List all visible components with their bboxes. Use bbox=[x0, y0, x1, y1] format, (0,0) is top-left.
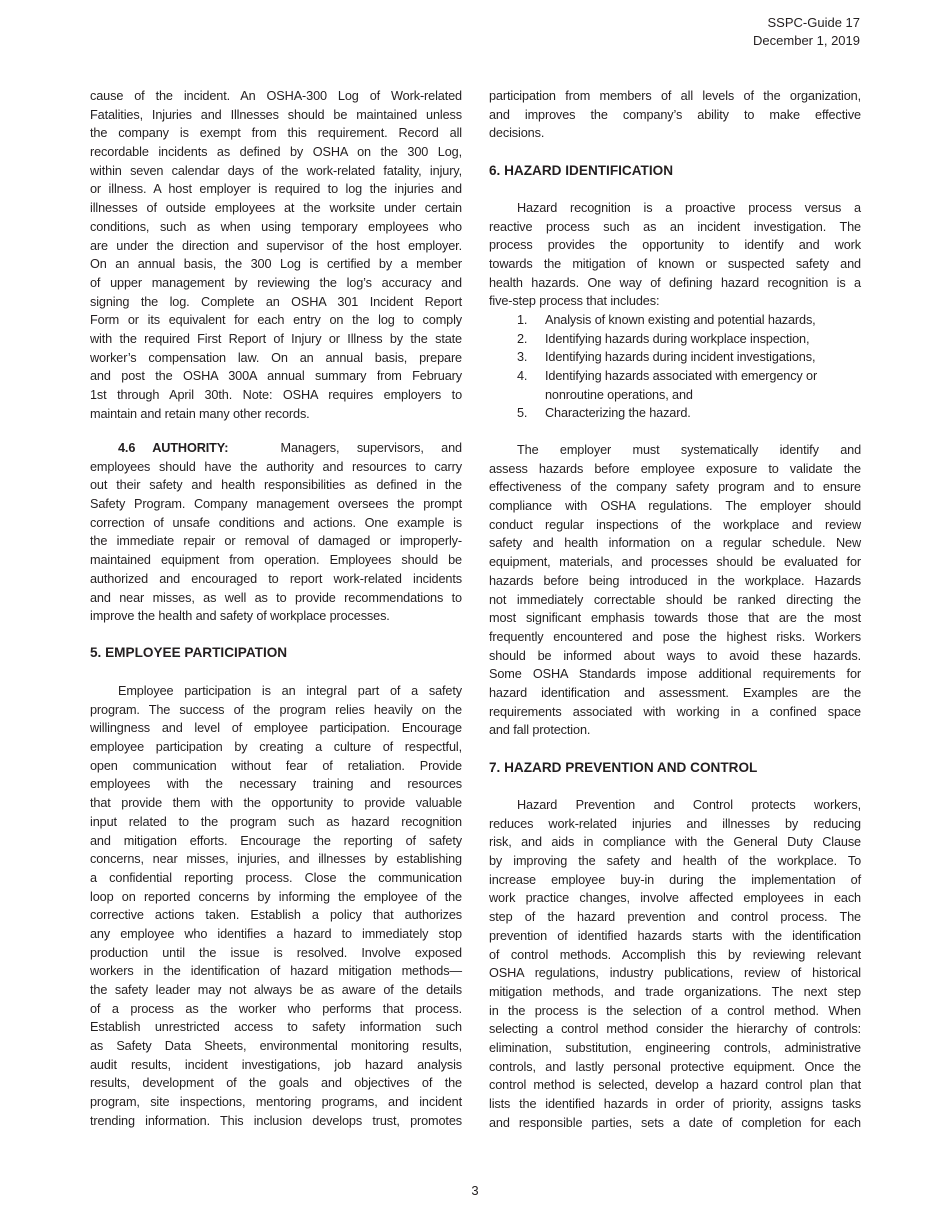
paragraph-line: decisions. bbox=[489, 126, 545, 141]
paragraph-line: a confidential reporting process. Close the communication bbox=[90, 870, 462, 885]
paragraph-line: as Safety Data Sheets, environmental monitoring results, bbox=[90, 1039, 462, 1054]
paragraph-line: five-step process that includes: bbox=[489, 294, 660, 309]
paragraph-line: should be informed about ways to avoid these hazards. bbox=[489, 648, 861, 663]
paragraph-line: 1st through April 30th. Note: OSHA requires employers to bbox=[90, 388, 462, 402]
paragraph-line: Some OSHA Standards impose additional requirements for bbox=[489, 667, 861, 682]
authority-body bbox=[90, 458, 462, 626]
paragraph-line: loop on reported concerns by informing the employee of the bbox=[90, 889, 462, 904]
paragraph-line: selecting a control method consider the hierarchy of controls: bbox=[489, 1022, 861, 1037]
paragraph-line: and post the OSHA 300A annual summary from February bbox=[90, 369, 462, 384]
paragraph-line: cause of the incident. An OSHA-300 Log of Work-related bbox=[90, 89, 462, 103]
paragraph-line: process provides the opportunity to identify and work bbox=[489, 238, 861, 253]
list-item-text: Identifying hazards associated with emergency or bbox=[545, 369, 818, 384]
running-header bbox=[753, 14, 860, 50]
paragraph-hazard-recognition bbox=[489, 199, 861, 311]
paragraph-line: hazards before being introduced in the workplace. Hazards bbox=[489, 573, 861, 588]
paragraph-line: prevention of identified hazards starts with the identification bbox=[489, 928, 861, 943]
paragraph-line: and near misses, as well as to provide recommendations to bbox=[90, 590, 462, 605]
paragraph-line: the safety leader may not always be as aware of the details bbox=[90, 983, 462, 997]
paragraph-line: control method is selected, develop a hazard control plan that bbox=[489, 1078, 861, 1093]
paragraph-line: Employee participation is an integral part of a safety bbox=[118, 684, 462, 698]
paragraph-line: assess hazards before employee exposure to validate the bbox=[489, 461, 861, 476]
paragraph-line: authorized and encouraged to report work-related incidents bbox=[90, 571, 462, 586]
paragraph-line: workers in the identification of hazard mitigation methods— bbox=[90, 964, 462, 979]
paragraph-line: towards the mitigation of known or suspected safety and bbox=[489, 257, 861, 272]
paragraph-line: and responsible parties, sets a date of completion for each bbox=[489, 1115, 861, 1130]
paragraph-line: out their safety and health responsibilities as defined in the bbox=[90, 478, 462, 493]
paragraph-line: and mitigation efforts. Encourage the reporting of safety bbox=[90, 833, 462, 848]
section-heading-5: 5. EMPLOYEE PARTICIPATION bbox=[90, 645, 288, 660]
list-number: 4. bbox=[517, 369, 528, 384]
document-id: SSPC-Guide 17 bbox=[767, 15, 860, 30]
paragraph-line: Fatalities, Injuries and Illnesses should be maintained unless bbox=[90, 107, 462, 122]
list-item bbox=[489, 330, 861, 349]
paragraph-line: effectiveness of the company safety program and to ensure bbox=[489, 480, 861, 495]
section-heading-7: 7. HAZARD PREVENTION AND CONTROL bbox=[489, 760, 758, 775]
paragraph-line: worker’s compensation law. On an annual basis, prepare bbox=[90, 350, 462, 365]
paragraph-line: conduct regular inspections of the workplace and review bbox=[489, 517, 861, 532]
paragraph-employee-participation bbox=[90, 682, 462, 1131]
paragraph-line: Form or its equivalent for each entry on the log to comply bbox=[90, 313, 462, 328]
paragraph-line: lists the identified hazards in order of priority, assigns tasks bbox=[489, 1097, 861, 1111]
paragraph-line: Establish unrestricted access to safety information such bbox=[90, 1020, 462, 1035]
paragraph-line: On an annual basis, the 300 Log is certified by a member bbox=[90, 257, 462, 272]
list-number: 1. bbox=[517, 313, 528, 327]
paragraph-line: production until the issue is resolved. Involve exposed bbox=[90, 945, 462, 960]
paragraph-line: increase employee buy-in during the implementation of bbox=[489, 872, 861, 887]
paragraph-line: maintain and retain many other records. bbox=[90, 406, 310, 421]
paragraph-line: health hazards. One way of defining hazard recognition is a bbox=[489, 275, 861, 290]
paragraph-participation-cont bbox=[489, 87, 861, 143]
paragraph-line: most significant emphasis towards those that are the most bbox=[489, 611, 861, 626]
paragraph-line: are under the direction and supervisor of the host employer. bbox=[90, 238, 462, 253]
paragraph-line: trending information. This inclusion develops trust, promotes bbox=[90, 1113, 462, 1128]
list-item-text: Identifying hazards during workplace inspection, bbox=[545, 331, 810, 346]
paragraph-line: mitigation methods, and trade organizations. The next step bbox=[489, 984, 861, 999]
paragraph-line: of control methods. Accomplish this by reviewing relevant bbox=[489, 947, 861, 962]
paragraph-line: that provide them with the opportunity to provide valuable bbox=[90, 796, 462, 811]
paragraph-line: audit results, incident investigations, job hazard analysis bbox=[90, 1057, 462, 1072]
hazard-steps-list bbox=[489, 311, 861, 423]
paragraph-line: The employer must systematically identify and bbox=[517, 443, 861, 457]
paragraph-line: requirements associated with working in a confined space bbox=[489, 704, 861, 719]
authority-subheading: 4.6 AUTHORITY: bbox=[118, 441, 229, 455]
section-heading-6: 6. HAZARD IDENTIFICATION bbox=[489, 163, 674, 178]
paragraph-line: Hazard recognition is a proactive process versus a bbox=[517, 201, 861, 215]
paragraph-line: program, site inspections, mentoring programs, and incident bbox=[90, 1095, 462, 1110]
paragraph-line: of a process as the worker who performs that process. bbox=[90, 1001, 462, 1016]
paragraph-line: of upper management by reviewing the log’s accuracy and bbox=[90, 275, 462, 290]
list-item-text: Analysis of known existing and potential hazards, bbox=[545, 313, 816, 327]
list-item-text: Characterizing the hazard. bbox=[545, 406, 691, 421]
paragraph-line: any employee who identifies a hazard to immediately stop bbox=[90, 926, 462, 941]
list-number: 5. bbox=[517, 406, 528, 421]
paragraph-line: program. The success of the program relies heavily on the bbox=[90, 702, 462, 717]
paragraph-line: concerns, near misses, injuries, and illnesses by establishing bbox=[90, 852, 462, 867]
paragraph-employer-assessment bbox=[489, 441, 861, 740]
paragraph-line: OSHA regulations, industry publications, review of historical bbox=[489, 966, 861, 981]
paragraph-line: employee participation by creating a culture of respectful, bbox=[90, 740, 462, 755]
paragraph-line: improve the health and safety of workplace processes. bbox=[90, 609, 390, 624]
paragraph-line: elimination, substitution, engineering controls, administrative bbox=[489, 1040, 861, 1055]
paragraph-line: conditions, such as when using temporary employees who bbox=[90, 219, 462, 234]
paragraph-line: employees with the necessary training and resources bbox=[90, 777, 462, 792]
paragraph-line bbox=[90, 439, 462, 458]
paragraph-line: frequently encountered and pose the highest risks. Workers bbox=[489, 629, 861, 644]
paragraph-line: within seven calendar days of the work-related fatality, injury, bbox=[90, 163, 462, 178]
paragraph-line: safety and health information on a regular schedule. New bbox=[489, 536, 861, 551]
paragraph-line: hazard identification and assessment. Examples are the bbox=[489, 685, 861, 700]
paragraph-line: employees should have the authority and resources to carry bbox=[90, 459, 462, 474]
list-item bbox=[489, 404, 861, 423]
paragraph-line: the immediate repair or removal of damaged or improperly- bbox=[90, 534, 462, 549]
list-item bbox=[489, 348, 861, 367]
paragraph-line: results, development of the goals and objectives of the bbox=[90, 1076, 462, 1091]
paragraph-line: illnesses of outside employees at the worksite under certain bbox=[90, 201, 462, 216]
paragraph-line: Hazard Prevention and Control protects workers, bbox=[517, 798, 861, 812]
list-item bbox=[489, 367, 861, 386]
paragraph-line: willingness and level of employee participation. Encourage bbox=[90, 721, 462, 736]
paragraph-line: not immediately correctable should be ranked directing the bbox=[489, 592, 861, 607]
paragraph-line: maintained equipment from operation. Employees should be bbox=[90, 553, 462, 568]
paragraph-hazard-prevention bbox=[489, 796, 861, 1132]
paragraph-line: work practice changes, involve affected employees in each bbox=[489, 891, 861, 906]
paragraph-line: the company is exempt from this requirement. Record all bbox=[90, 126, 462, 141]
paragraph-line: recordable incidents as defined by OSHA on the 300 Log, bbox=[90, 145, 462, 160]
paragraph-line: reduces work-related injuries and illnesses by reducing bbox=[489, 816, 861, 831]
paragraph-line: compliance with OSHA regulations. The employer should bbox=[489, 499, 861, 514]
page-number: 3 bbox=[471, 1183, 479, 1198]
paragraph-line: Safety Program. Company management oversees the prompt bbox=[90, 497, 462, 512]
list-item-text: nonroutine operations, and bbox=[545, 387, 693, 402]
paragraph-line: in the process is the selection of a control method. When bbox=[489, 1003, 861, 1018]
paragraph-authority bbox=[90, 439, 462, 626]
paragraph-line: with the required First Report of Injury or Illness by the state bbox=[90, 331, 462, 346]
paragraph-line: participation from members of all levels of the organization, bbox=[489, 89, 861, 103]
paragraph-line: and improves the company’s ability to make effective bbox=[489, 107, 861, 122]
list-number: 2. bbox=[517, 331, 528, 346]
paragraph-line: step of the hazard prevention and control process. The bbox=[489, 910, 861, 925]
paragraph-line: reactive process such as an incident investigation. The bbox=[489, 219, 861, 234]
paragraph-line: by improving the safety and health of the workplace. To bbox=[489, 854, 861, 869]
paragraph-line: controls, and lastly personal protective equipment. Once the bbox=[489, 1059, 861, 1074]
list-number: 3. bbox=[517, 350, 528, 365]
list-item bbox=[489, 386, 861, 405]
paragraph-line: corrective actions taken. Establish a policy that authorizes bbox=[90, 908, 462, 923]
paragraph-line: signing the log. Complete an OSHA 301 Incident Report bbox=[90, 294, 462, 309]
paragraph-line: correction of unsafe conditions and actions. One example is bbox=[90, 515, 462, 530]
paragraph-line: risk, and aids in compliance with the General Duty Clause bbox=[489, 835, 861, 850]
paragraph-line: and fall protection. bbox=[489, 723, 591, 738]
line-text: Managers, supervisors, and bbox=[280, 441, 462, 455]
paragraph-line: input related to the program such as hazard recognition bbox=[90, 814, 462, 829]
document-date: December 1, 2019 bbox=[753, 33, 860, 48]
list-item bbox=[489, 311, 861, 330]
list-item-text: Identifying hazards during incident investigations, bbox=[545, 350, 816, 365]
paragraph-line: open communication without fear of retaliation. Provide bbox=[90, 758, 462, 773]
paragraph-line: or illness. A host employer is required to log the injuries and bbox=[90, 182, 462, 197]
paragraph-line: equipment, materials, and processes should be evaluated for bbox=[489, 555, 861, 570]
paragraph-recordkeeping bbox=[90, 87, 462, 423]
